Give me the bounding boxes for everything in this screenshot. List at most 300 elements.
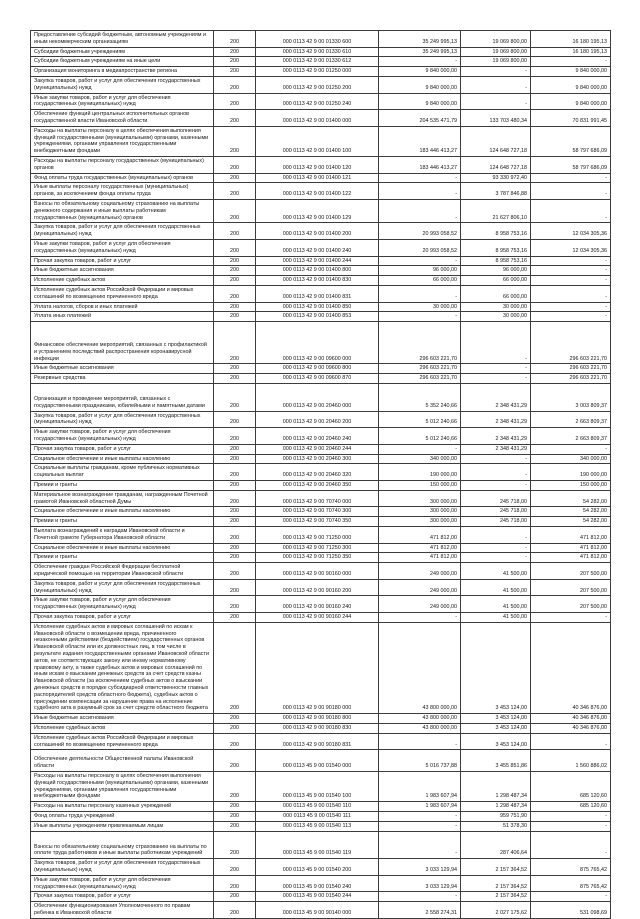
cell-description: Исполнение судебных актов и мировых соглашений по искам к Ивановской области о возмещении вреда, причиненного незаконными действиями (бездействием) государственных органов Ивановской области или их должностных лиц, в том числе в результате издания государственными органами Ивановской области актов, не соответствующих закону или иному нормативному правовому акту, а также судебных актов и мировых соглашений по иным искам о взыскании денежных средств за счет средств казны Ивановской области (за исключением судебных актов о взыскании денежных средств в порядке субсидиарной ответственности главных распорядителей средств областного бюджета), судебных актов о присуждении компенсации за нарушение права на исполнение судебного акта в разумный срок за счет средств областного бюджета [31, 622, 214, 713]
cell-approved-amount: - [379, 613, 461, 623]
cell-volume-code: 200 [214, 831, 256, 859]
cell-volume-code: 200 [214, 464, 256, 481]
cell-unexecuted-amount: 40 346 876,00 [531, 622, 611, 713]
cell-executed-amount: 133 703 480,34 [461, 110, 531, 127]
table-row [31, 374, 611, 384]
cell-classification-code: 000 0113 42 9 00 20460 350 [256, 481, 379, 491]
cell-classification-code: 000 0113 42 9 00 01400 129 [256, 199, 379, 222]
cell-volume-code: 200 [214, 428, 256, 445]
cell-approved-amount: 204 535 471,79 [379, 110, 461, 127]
cell-volume-code: 200 [214, 374, 256, 384]
cell-executed-amount: 66 000,00 [461, 285, 531, 302]
cell-classification-code: 000 0113 42 9 00 90180 000 [256, 622, 379, 713]
cell-description: Обеспечение деятельности Общественной палаты Ивановской области [31, 750, 214, 772]
cell-volume-code: 200 [214, 384, 256, 412]
cell-approved-amount: - [379, 256, 461, 266]
cell-description: Социальное обеспечение и иные выплаты населению [31, 454, 214, 464]
cell-volume-code: 200 [214, 444, 256, 454]
cell-unexecuted-amount: 875 765,42 [531, 875, 611, 892]
cell-approved-amount: - [379, 285, 461, 302]
cell-executed-amount: 3 787 846,88 [461, 183, 531, 200]
cell-unexecuted-amount: 16 180 195,13 [531, 31, 611, 48]
cell-approved-amount: 249 000,00 [379, 596, 461, 613]
cell-approved-amount: 3 033 129,94 [379, 875, 461, 892]
table-row [31, 859, 611, 876]
cell-approved-amount: 249 000,00 [379, 563, 461, 580]
cell-executed-amount: 51 378,30 [461, 821, 531, 831]
cell-classification-code: 000 0113 42 9 00 90160 000 [256, 563, 379, 580]
cell-unexecuted-amount: - [531, 312, 611, 322]
cell-volume-code: 200 [214, 811, 256, 821]
cell-classification-code: 000 0113 42 9 00 20460 000 [256, 384, 379, 412]
cell-executed-amount: 245 718,00 [461, 517, 531, 527]
table-row [31, 750, 611, 772]
cell-volume-code: 200 [214, 76, 256, 93]
table-row [31, 553, 611, 563]
table-row [31, 126, 611, 156]
cell-executed-amount: 21 627 806,10 [461, 199, 531, 222]
cell-classification-code: 000 0113 42 9 00 01400 240 [256, 239, 379, 256]
cell-classification-code: 000 0113 42 9 00 01400 000 [256, 110, 379, 127]
cell-approved-amount: 300 000,00 [379, 517, 461, 527]
cell-volume-code: 200 [214, 875, 256, 892]
table-row [31, 285, 611, 302]
cell-description: Предоставление субсидий бюджетным, автономным учреждениям и иным некоммерческим организациям [31, 31, 214, 48]
cell-volume-code: 200 [214, 199, 256, 222]
cell-classification-code: 000 0113 42 9 00 01400 122 [256, 183, 379, 200]
table-row [31, 714, 611, 724]
cell-unexecuted-amount: 471 812,00 [531, 527, 611, 544]
cell-volume-code: 200 [214, 364, 256, 374]
cell-approved-amount: - [379, 892, 461, 902]
cell-approved-amount: 300 000,00 [379, 507, 461, 517]
table-row [31, 454, 611, 464]
cell-unexecuted-amount: 9 840 000,00 [531, 67, 611, 77]
cell-unexecuted-amount: 9 840 000,00 [531, 76, 611, 93]
cell-unexecuted-amount: 54 282,00 [531, 517, 611, 527]
cell-approved-amount: 30 000,00 [379, 302, 461, 312]
cell-description: Расходы на выплаты персоналу казенных учреждений [31, 802, 214, 812]
cell-description: Прочая закупка товаров, работ и услуг [31, 892, 214, 902]
cell-executed-amount: - [461, 481, 531, 491]
cell-classification-code: 000 0113 42 9 00 01250 240 [256, 93, 379, 110]
cell-classification-code: 000 0113 42 9 00 09600 800 [256, 364, 379, 374]
cell-executed-amount: - [461, 93, 531, 110]
cell-classification-code: 000 0113 42 9 00 01400 850 [256, 302, 379, 312]
cell-classification-code: 000 0113 45 9 00 01540 113 [256, 821, 379, 831]
cell-executed-amount: 2 348 431,29 [461, 428, 531, 445]
cell-approved-amount: 2 558 274,31 [379, 902, 461, 919]
cell-classification-code: 000 0113 42 9 00 71250 000 [256, 527, 379, 544]
cell-classification-code: 000 0113 42 9 00 01400 200 [256, 223, 379, 240]
cell-unexecuted-amount: - [531, 183, 611, 200]
table-row [31, 364, 611, 374]
cell-volume-code: 200 [214, 490, 256, 507]
cell-unexecuted-amount: 531 098,69 [531, 902, 611, 919]
cell-unexecuted-amount: - [531, 892, 611, 902]
cell-unexecuted-amount: 70 831 991,45 [531, 110, 611, 127]
cell-approved-amount: 5 012 240,66 [379, 411, 461, 428]
cell-unexecuted-amount: - [531, 831, 611, 859]
cell-volume-code: 200 [214, 256, 256, 266]
cell-approved-amount: - [379, 733, 461, 750]
cell-volume-code: 200 [214, 579, 256, 596]
cell-volume-code: 200 [214, 723, 256, 733]
cell-approved-amount: - [379, 199, 461, 222]
table-row [31, 239, 611, 256]
cell-executed-amount: 19 069 800,00 [461, 47, 531, 57]
cell-description: Расходы на выплаты персоналу в целях обеспечения выполнения функций государственными (муниципальными) органами, казенными учреждениями, органами управления государственными внебюджетными фондами [31, 771, 214, 801]
cell-volume-code: 200 [214, 622, 256, 713]
cell-executed-amount: 2 157 364,52 [461, 859, 531, 876]
cell-unexecuted-amount: 150 000,00 [531, 481, 611, 491]
cell-unexecuted-amount: 471 812,00 [531, 553, 611, 563]
table-row [31, 821, 611, 831]
cell-unexecuted-amount: - [531, 302, 611, 312]
cell-description: Фонд оплаты труда учреждений [31, 811, 214, 821]
cell-description: Субсидии бюджетным учреждениям на иные цели [31, 57, 214, 67]
cell-description: Иные бюджетные ассигнования [31, 364, 214, 374]
cell-approved-amount: 20 993 058,52 [379, 223, 461, 240]
cell-unexecuted-amount: - [531, 266, 611, 276]
cell-classification-code: 000 0113 42 9 00 20460 240 [256, 428, 379, 445]
table-row [31, 223, 611, 240]
cell-unexecuted-amount: 12 034 305,36 [531, 239, 611, 256]
cell-executed-amount: 287 406,64 [461, 831, 531, 859]
cell-classification-code: 000 0113 42 9 00 01330 600 [256, 31, 379, 48]
cell-unexecuted-amount: 2 663 809,37 [531, 428, 611, 445]
cell-unexecuted-amount: 16 180 195,13 [531, 47, 611, 57]
cell-volume-code: 200 [214, 411, 256, 428]
cell-approved-amount: 150 000,00 [379, 481, 461, 491]
table-row [31, 613, 611, 623]
cell-unexecuted-amount: 296 603 221,70 [531, 364, 611, 374]
cell-description: Иные выплаты персоналу государственных (муниципальных) органов, за исключением фонда оплаты труда [31, 183, 214, 200]
cell-approved-amount: 43 800 000,00 [379, 622, 461, 713]
table-row [31, 596, 611, 613]
cell-classification-code: 000 0113 42 9 00 01400 100 [256, 126, 379, 156]
cell-executed-amount: 959 751,90 [461, 811, 531, 821]
cell-executed-amount: - [461, 543, 531, 553]
cell-approved-amount: 471 812,00 [379, 527, 461, 544]
cell-classification-code: 000 0113 45 9 00 01540 000 [256, 750, 379, 772]
cell-classification-code: 000 0113 42 9 00 01400 830 [256, 276, 379, 286]
cell-unexecuted-amount: 58 797 686,09 [531, 126, 611, 156]
cell-unexecuted-amount: - [531, 199, 611, 222]
cell-volume-code: 200 [214, 173, 256, 183]
cell-volume-code: 200 [214, 47, 256, 57]
cell-approved-amount: - [379, 57, 461, 67]
cell-volume-code: 200 [214, 733, 256, 750]
cell-unexecuted-amount: 9 840 000,00 [531, 93, 611, 110]
cell-executed-amount: - [461, 464, 531, 481]
cell-approved-amount: 5 352 240,66 [379, 384, 461, 412]
table-row [31, 892, 611, 902]
cell-unexecuted-amount: - [531, 821, 611, 831]
cell-volume-code: 200 [214, 93, 256, 110]
cell-volume-code: 200 [214, 771, 256, 801]
cell-unexecuted-amount: 58 797 686,09 [531, 156, 611, 173]
table-row [31, 811, 611, 821]
cell-description: Взносы по обязательному социальному страхованию на выплаты денежного содержания и иные выплаты работникам государственных (муниципальных) органов [31, 199, 214, 222]
cell-unexecuted-amount: - [531, 733, 611, 750]
cell-classification-code: 000 0113 42 9 00 90160 200 [256, 579, 379, 596]
cell-classification-code: 000 0113 42 9 00 01250 200 [256, 76, 379, 93]
table-row [31, 183, 611, 200]
cell-approved-amount: 9 840 000,00 [379, 67, 461, 77]
cell-classification-code: 000 0113 42 9 00 09600 870 [256, 374, 379, 384]
cell-description: Закупка товаров, работ и услуг для обеспечения государственных (муниципальных) нужд [31, 579, 214, 596]
cell-executed-amount: 3 453 124,00 [461, 733, 531, 750]
cell-description: Исполнение судебных актов Российской Федерации и мировых соглашений по возмещению причиненного вреда [31, 285, 214, 302]
cell-executed-amount: 3 453 124,00 [461, 622, 531, 713]
cell-volume-code: 200 [214, 821, 256, 831]
cell-unexecuted-amount: - [531, 173, 611, 183]
cell-executed-amount: 8 958 753,16 [461, 256, 531, 266]
cell-approved-amount: 296 603 221,70 [379, 322, 461, 364]
cell-approved-amount: 96 000,00 [379, 266, 461, 276]
cell-classification-code: 000 0113 42 9 00 01400 800 [256, 266, 379, 276]
cell-executed-amount: 96 000,00 [461, 266, 531, 276]
cell-unexecuted-amount: 471 812,00 [531, 543, 611, 553]
cell-volume-code: 200 [214, 223, 256, 240]
cell-approved-amount: - [379, 444, 461, 454]
report-sheet [30, 30, 610, 919]
cell-classification-code: 000 0113 42 9 00 90160 244 [256, 613, 379, 623]
cell-executed-amount: 8 958 753,16 [461, 239, 531, 256]
cell-classification-code: 000 0113 42 9 00 71250 350 [256, 553, 379, 563]
cell-executed-amount: 41 500,00 [461, 579, 531, 596]
cell-classification-code: 000 0113 42 9 00 20460 320 [256, 464, 379, 481]
cell-executed-amount: 2 348 431,29 [461, 384, 531, 412]
cell-description: Закупка товаров, работ и услуг для обеспечения государственных (муниципальных) нужд [31, 223, 214, 240]
cell-unexecuted-amount: 296 603 221,70 [531, 322, 611, 364]
cell-approved-amount: 5 012 240,66 [379, 428, 461, 445]
cell-description: Резервные средства [31, 374, 214, 384]
cell-volume-code: 200 [214, 302, 256, 312]
cell-executed-amount: 245 718,00 [461, 490, 531, 507]
cell-description: Социальное обеспечение и иные выплаты населению [31, 543, 214, 553]
cell-description: Иные закупки товаров, работ и услуг для обеспечения государственных (муниципальных) нужд [31, 93, 214, 110]
cell-approved-amount: 190 000,00 [379, 464, 461, 481]
cell-classification-code: 000 0113 42 9 00 70740 350 [256, 517, 379, 527]
table-row [31, 723, 611, 733]
table-row [31, 76, 611, 93]
cell-unexecuted-amount: 54 282,00 [531, 490, 611, 507]
cell-executed-amount: 30 000,00 [461, 312, 531, 322]
cell-classification-code: 000 0113 45 9 00 01540 119 [256, 831, 379, 859]
cell-executed-amount: - [461, 553, 531, 563]
cell-approved-amount: 3 033 129,94 [379, 859, 461, 876]
cell-description: Обеспечение граждан Российской Федерации бесплатной юридической помощью на территории Ивановской области [31, 563, 214, 580]
cell-unexecuted-amount: 685 120,60 [531, 802, 611, 812]
cell-volume-code: 200 [214, 750, 256, 772]
cell-volume-code: 200 [214, 285, 256, 302]
cell-executed-amount: 2 027 175,62 [461, 902, 531, 919]
cell-unexecuted-amount: 875 765,42 [531, 859, 611, 876]
cell-classification-code: 000 0113 42 9 00 20460 244 [256, 444, 379, 454]
cell-executed-amount: 2 348 431,29 [461, 444, 531, 454]
cell-approved-amount: 296 603 221,70 [379, 374, 461, 384]
table-row [31, 771, 611, 801]
cell-executed-amount: 3 453 124,00 [461, 723, 531, 733]
cell-description: Прочая закупка товаров, работ и услуг [31, 256, 214, 266]
cell-unexecuted-amount: 190 000,00 [531, 464, 611, 481]
cell-classification-code: 000 0113 42 9 00 90180 831 [256, 733, 379, 750]
cell-description: Премии и гранты [31, 517, 214, 527]
cell-approved-amount: 340 000,00 [379, 454, 461, 464]
cell-classification-code: 000 0113 42 9 00 90180 800 [256, 714, 379, 724]
cell-approved-amount: - [379, 173, 461, 183]
table-row [31, 384, 611, 412]
cell-executed-amount: 2 157 364,52 [461, 875, 531, 892]
table-row [31, 411, 611, 428]
table-row [31, 93, 611, 110]
cell-executed-amount: 41 500,00 [461, 563, 531, 580]
budget-table-body [31, 31, 611, 919]
cell-volume-code: 200 [214, 31, 256, 48]
cell-classification-code: 000 0113 42 9 00 01400 121 [256, 173, 379, 183]
cell-volume-code: 200 [214, 714, 256, 724]
cell-volume-code: 200 [214, 517, 256, 527]
cell-volume-code: 200 [214, 110, 256, 127]
cell-approved-amount: 300 000,00 [379, 490, 461, 507]
cell-executed-amount: 19 069 800,00 [461, 31, 531, 48]
table-row [31, 490, 611, 507]
table-row [31, 464, 611, 481]
cell-classification-code: 000 0113 45 9 00 01540 110 [256, 802, 379, 812]
cell-volume-code: 200 [214, 126, 256, 156]
cell-unexecuted-amount: 296 603 221,70 [531, 374, 611, 384]
cell-description: Организация и проведение мероприятий, связанных с государственными праздниками, юбилейными и памятными датами [31, 384, 214, 412]
cell-approved-amount: 20 993 058,52 [379, 239, 461, 256]
cell-classification-code: 000 0113 42 9 00 70740 000 [256, 490, 379, 507]
cell-approved-amount: 43 800 000,00 [379, 714, 461, 724]
table-row [31, 507, 611, 517]
cell-volume-code: 200 [214, 276, 256, 286]
cell-classification-code: 000 0113 42 9 00 20460 300 [256, 454, 379, 464]
table-row [31, 481, 611, 491]
cell-description: Обеспечение функций центральных исполнительных органов государственной власти Ивановской области [31, 110, 214, 127]
cell-description: Уплата налогов, сборов и иных платежей [31, 302, 214, 312]
cell-classification-code: 000 0113 42 9 00 01400 853 [256, 312, 379, 322]
cell-executed-amount: 2 157 364,52 [461, 892, 531, 902]
cell-volume-code: 200 [214, 613, 256, 623]
cell-classification-code: 000 0113 42 9 00 70740 300 [256, 507, 379, 517]
cell-unexecuted-amount: - [531, 256, 611, 266]
cell-executed-amount: 66 000,00 [461, 276, 531, 286]
cell-description: Социальное обеспечение и иные выплаты населению [31, 507, 214, 517]
cell-executed-amount: 8 958 753,16 [461, 223, 531, 240]
table-row [31, 802, 611, 812]
cell-approved-amount: 249 000,00 [379, 579, 461, 596]
cell-unexecuted-amount: 207 500,00 [531, 563, 611, 580]
cell-classification-code: 000 0113 42 9 00 01400 120 [256, 156, 379, 173]
table-row [31, 156, 611, 173]
cell-executed-amount: 124 648 727,18 [461, 126, 531, 156]
cell-unexecuted-amount: 3 003 809,37 [531, 384, 611, 412]
cell-volume-code: 200 [214, 563, 256, 580]
cell-unexecuted-amount: 340 000,00 [531, 454, 611, 464]
cell-description: Расходы на выплаты персоналу в целях обеспечения выполнения функций государственными (муниципальными) органами, казенными учреждениями, органами управления государственными внебюджетными фондами [31, 126, 214, 156]
cell-approved-amount: 296 603 221,70 [379, 364, 461, 374]
budget-table [30, 30, 611, 919]
table-row [31, 902, 611, 919]
table-row [31, 276, 611, 286]
table-row [31, 199, 611, 222]
cell-unexecuted-amount: 40 346 876,00 [531, 714, 611, 724]
cell-executed-amount: 1 298 487,34 [461, 802, 531, 812]
cell-executed-amount: - [461, 67, 531, 77]
cell-approved-amount: 471 812,00 [379, 553, 461, 563]
cell-classification-code: 000 0113 45 9 00 90140 000 [256, 902, 379, 919]
cell-description: Прочая закупка товаров, работ и услуг [31, 444, 214, 454]
cell-volume-code: 200 [214, 454, 256, 464]
cell-volume-code: 200 [214, 859, 256, 876]
table-row [31, 875, 611, 892]
cell-volume-code: 200 [214, 481, 256, 491]
cell-volume-code: 200 [214, 239, 256, 256]
cell-description: Прочая закупка товаров, работ и услуг [31, 613, 214, 623]
cell-classification-code: 000 0113 42 9 00 01250 000 [256, 67, 379, 77]
cell-classification-code: 000 0113 42 9 00 01330 612 [256, 57, 379, 67]
cell-unexecuted-amount: 54 282,00 [531, 507, 611, 517]
cell-approved-amount: 9 840 000,00 [379, 93, 461, 110]
cell-approved-amount: 471 812,00 [379, 543, 461, 553]
cell-approved-amount: - [379, 811, 461, 821]
cell-approved-amount: 1 983 607,94 [379, 802, 461, 812]
cell-executed-amount: 245 718,00 [461, 507, 531, 517]
cell-classification-code: 000 0113 45 9 00 01540 240 [256, 875, 379, 892]
cell-volume-code: 200 [214, 57, 256, 67]
table-row [31, 266, 611, 276]
table-row [31, 173, 611, 183]
cell-unexecuted-amount: - [531, 613, 611, 623]
cell-description: Иные закупки товаров, работ и услуг для обеспечения государственных (муниципальных) нужд [31, 875, 214, 892]
cell-description: Исполнение судебных актов [31, 723, 214, 733]
table-row [31, 831, 611, 859]
cell-executed-amount: - [461, 364, 531, 374]
cell-executed-amount: 3 455 851,86 [461, 750, 531, 772]
cell-executed-amount: - [461, 322, 531, 364]
cell-approved-amount: 66 000,00 [379, 276, 461, 286]
cell-classification-code: 000 0113 45 9 00 01540 111 [256, 811, 379, 821]
cell-volume-code: 200 [214, 67, 256, 77]
cell-description: Иные бюджетные ассигнования [31, 714, 214, 724]
cell-approved-amount: 35 249 995,13 [379, 47, 461, 57]
cell-description: Материальное вознаграждение гражданам, награжденным Почетной грамотой Ивановской областной Думы [31, 490, 214, 507]
table-row [31, 517, 611, 527]
cell-unexecuted-amount: - [531, 57, 611, 67]
cell-description: Финансовое обеспечение мероприятий, связанных с профилактикой и устранением последствий распространения коронавирусной инфекции [31, 322, 214, 364]
cell-volume-code: 200 [214, 553, 256, 563]
cell-classification-code: 000 0113 45 9 00 01540 200 [256, 859, 379, 876]
cell-description: Закупка товаров, работ и услуг для обеспечения государственных (муниципальных) нужд [31, 859, 214, 876]
cell-approved-amount: 9 840 000,00 [379, 76, 461, 93]
cell-approved-amount: 1 983 607,94 [379, 771, 461, 801]
cell-executed-amount: 93 330 972,40 [461, 173, 531, 183]
cell-volume-code: 200 [214, 892, 256, 902]
table-row [31, 312, 611, 322]
cell-unexecuted-amount: 207 500,00 [531, 596, 611, 613]
table-row [31, 527, 611, 544]
cell-classification-code: 000 0113 42 9 00 90160 240 [256, 596, 379, 613]
table-row [31, 31, 611, 48]
table-row [31, 302, 611, 312]
cell-description: Исполнение судебных актов Российской Федерации и мировых соглашений по возмещению причиненного вреда [31, 733, 214, 750]
cell-unexecuted-amount: - [531, 444, 611, 454]
cell-volume-code: 200 [214, 527, 256, 544]
